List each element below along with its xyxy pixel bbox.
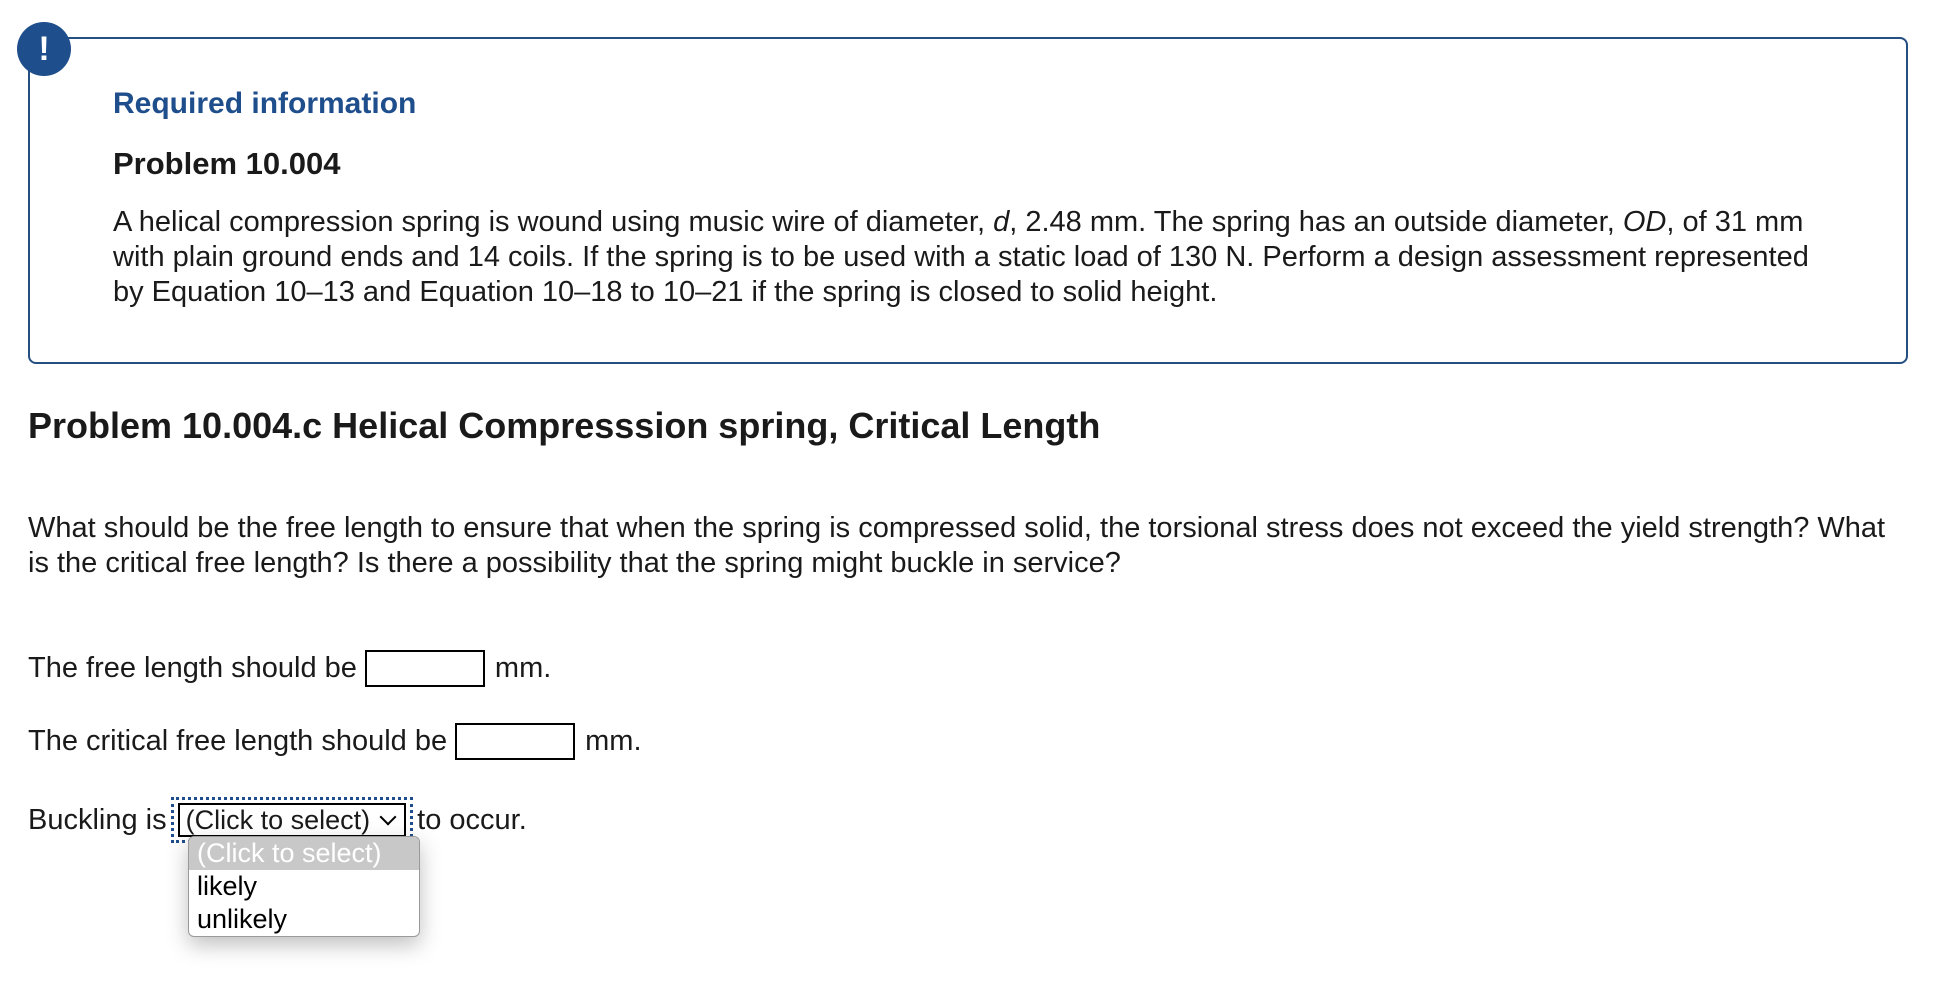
question-text: What should be the free length to ensure that when the spring is compressed solid, the torsional stress does not exceed the yield strength? What is the critical free length? Is there a possibility that the spring might buckle in service? <box>28 512 1886 579</box>
dropdown-option-unlikely[interactable]: unlikely <box>197 904 288 934</box>
buckling-select-value: (Click to select) <box>185 804 371 835</box>
buckling-label: Buckling is <box>28 803 167 836</box>
buckling-suffix: to occur. <box>417 803 527 836</box>
free-length-label: The free length should be <box>28 652 357 684</box>
dropdown-option-click-to-select[interactable]: (Click to select) <box>189 837 419 870</box>
dropdown-option-likely[interactable]: likely <box>197 871 258 901</box>
free-length-row <box>28 650 551 687</box>
critical-length-unit: mm. <box>585 725 642 757</box>
chevron-down-icon <box>380 809 397 826</box>
free-length-input[interactable] <box>365 650 485 687</box>
d-symbol: d <box>993 206 1010 238</box>
free-length-unit: mm. <box>494 652 552 684</box>
problem-statement <box>113 205 1843 310</box>
od-symbol: OD <box>1622 206 1667 238</box>
problem-text-part-2: , 2.48 mm. The spring has an outside diameter, <box>1009 206 1623 238</box>
problem-label: Problem 10.004 <box>113 146 341 181</box>
required-info-alert-icon: ! <box>17 22 71 76</box>
section-title: Problem 10.004.c Helical Compresssion spring, Critical Length <box>28 405 1101 446</box>
required-information-title: Required information <box>113 87 417 120</box>
critical-length-label: The critical free length should be <box>28 725 448 757</box>
critical-length-row <box>28 723 642 760</box>
problem-text-part-1: A helical compression spring is wound using music wire of diameter, <box>113 206 994 238</box>
buckling-select[interactable] <box>178 803 407 837</box>
problem-text-part-3: , of 31 mm with plain ground ends and 14 coils. If the spring is to be used with a static load of 130 N. Perform a design assessment represented by Equation 10–13 and Equation 10–18 to 10–21 if the spring is closed to solid height. <box>113 206 1809 308</box>
critical-length-input[interactable] <box>455 723 575 760</box>
buckling-dropdown-list <box>188 836 420 937</box>
